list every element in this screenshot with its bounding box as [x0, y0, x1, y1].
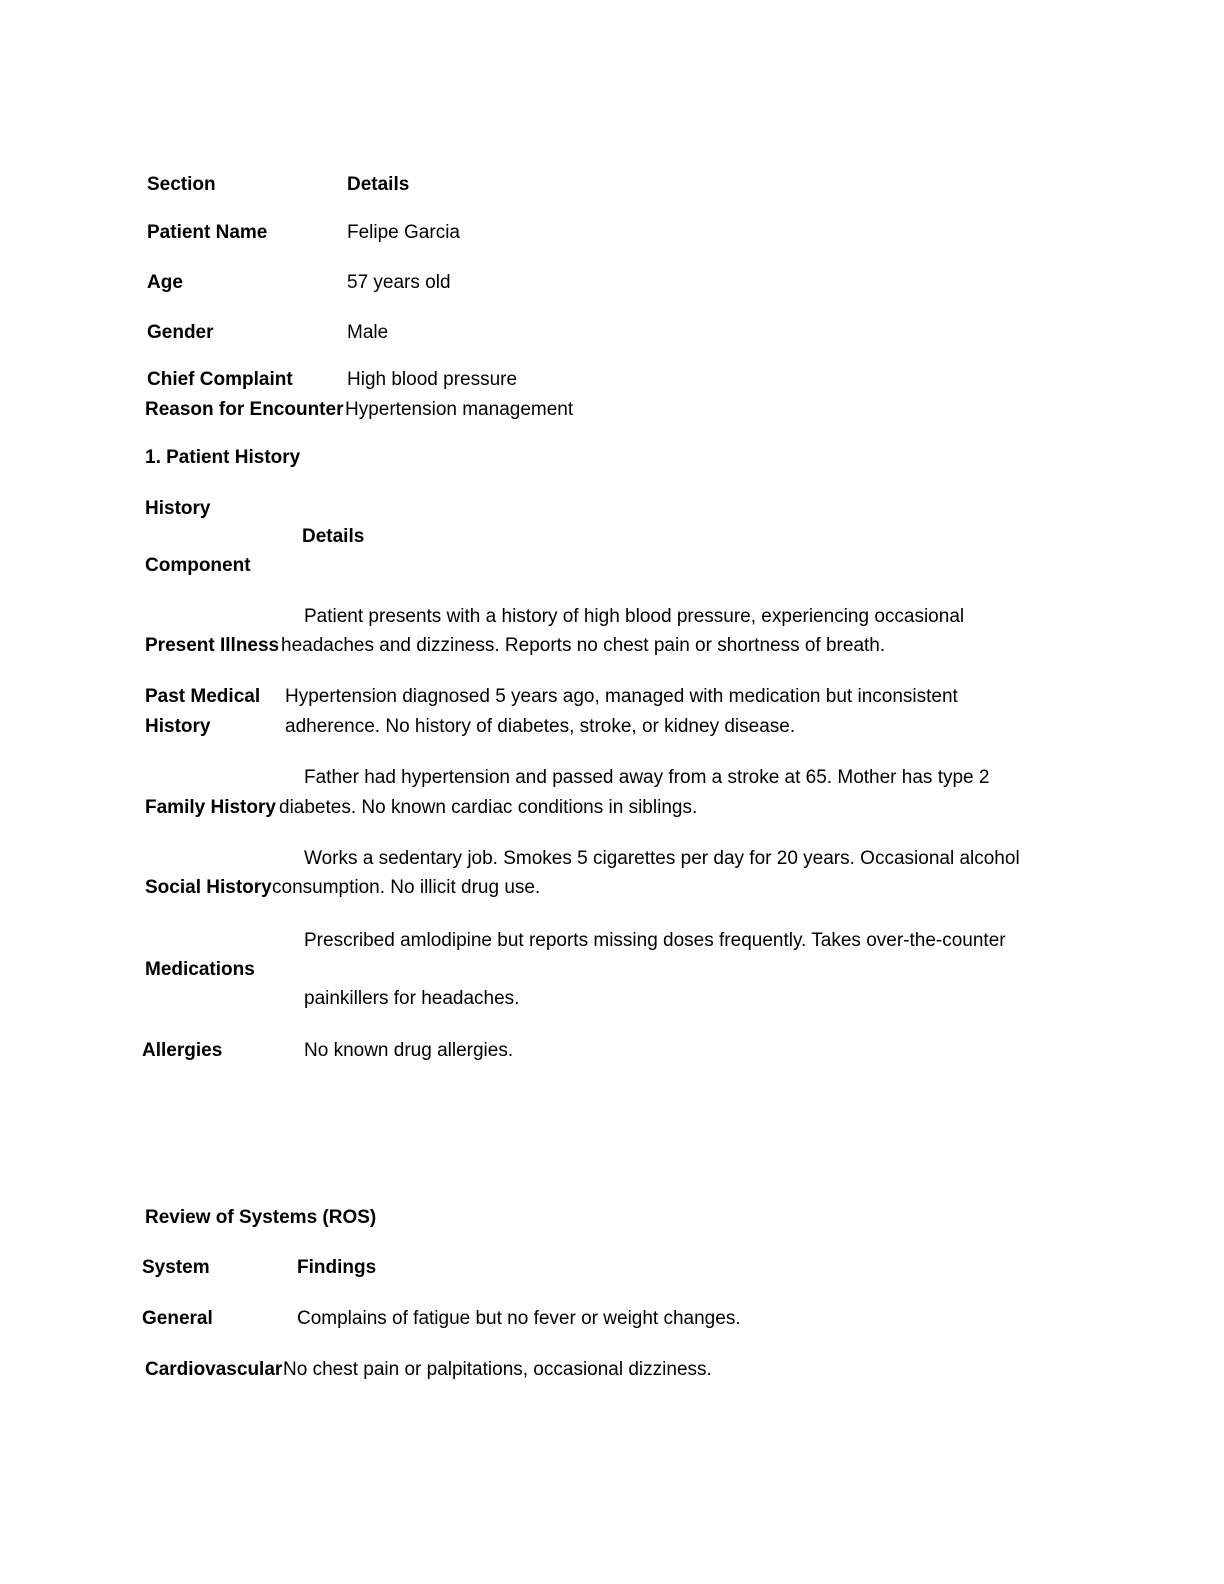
allergies-label: Allergies [142, 1040, 223, 1061]
patient-name-label: Patient Name [147, 222, 268, 243]
past-medical-label-line2: History [145, 716, 211, 737]
social-history-line1: Works a sedentary job. Smokes 5 cigarettes per day for 20 years. Occasional alcohol [304, 848, 1020, 869]
ros-heading: Review of Systems (ROS) [145, 1207, 377, 1228]
allergies-value: No known drug allergies. [304, 1040, 514, 1061]
medications-line1: Prescribed amlodipine but reports missing doses frequently. Takes over-the-counter [304, 930, 1006, 951]
section-header: Section [147, 174, 216, 195]
age-value: 57 years old [347, 272, 451, 293]
present-illness-label: Present Illness [145, 635, 280, 656]
chief-complaint-label: Chief Complaint [147, 369, 293, 390]
reason-value: Hypertension management [345, 399, 574, 420]
details-header: Details [347, 174, 410, 195]
ros-system-header: System [142, 1257, 210, 1278]
ros-findings-header: Findings [297, 1257, 377, 1278]
ros-general-label: General [142, 1308, 213, 1329]
past-medical-line2: adherence. No history of diabetes, stroke, or kidney disease. [285, 716, 796, 737]
ros-general-value: Complains of fatigue but no fever or weight changes. [297, 1308, 741, 1329]
gender-label: Gender [147, 322, 214, 343]
present-illness-line2: headaches and dizziness. Reports no chest pain or shortness of breath. [281, 635, 886, 656]
social-history-line2: consumption. No illicit drug use. [272, 877, 541, 898]
gender-value: Male [347, 322, 389, 343]
chief-complaint-value: High blood pressure [347, 369, 518, 390]
past-medical-label-line1: Past Medical [145, 686, 261, 707]
patient-name-value: Felipe Garcia [347, 222, 460, 243]
social-history-label: Social History [145, 877, 272, 898]
history-details-header: Details [302, 526, 365, 547]
patient-history-heading: 1. Patient History [145, 447, 301, 468]
past-medical-line1: Hypertension diagnosed 5 years ago, managed with medication but inconsistent [285, 686, 958, 707]
family-history-line1: Father had hypertension and passed away from a stroke at 65. Mother has type 2 [304, 767, 990, 788]
family-history-label: Family History [145, 797, 276, 818]
history-component-header-line2: Component [145, 555, 251, 576]
present-illness-line1: Patient presents with a history of high blood pressure, experiencing occasional [304, 606, 965, 627]
history-component-header-line1: History [145, 498, 211, 519]
medications-line2: painkillers for headaches. [304, 988, 520, 1009]
ros-cardiovascular-value: No chest pain or palpitations, occasional dizziness. [283, 1359, 712, 1380]
age-label: Age [147, 272, 183, 293]
reason-label: Reason for Encounter [145, 399, 344, 420]
ros-cardiovascular-label: Cardiovascular [145, 1359, 283, 1380]
medications-label: Medications [145, 959, 255, 980]
family-history-line2: diabetes. No known cardiac conditions in siblings. [279, 797, 698, 818]
